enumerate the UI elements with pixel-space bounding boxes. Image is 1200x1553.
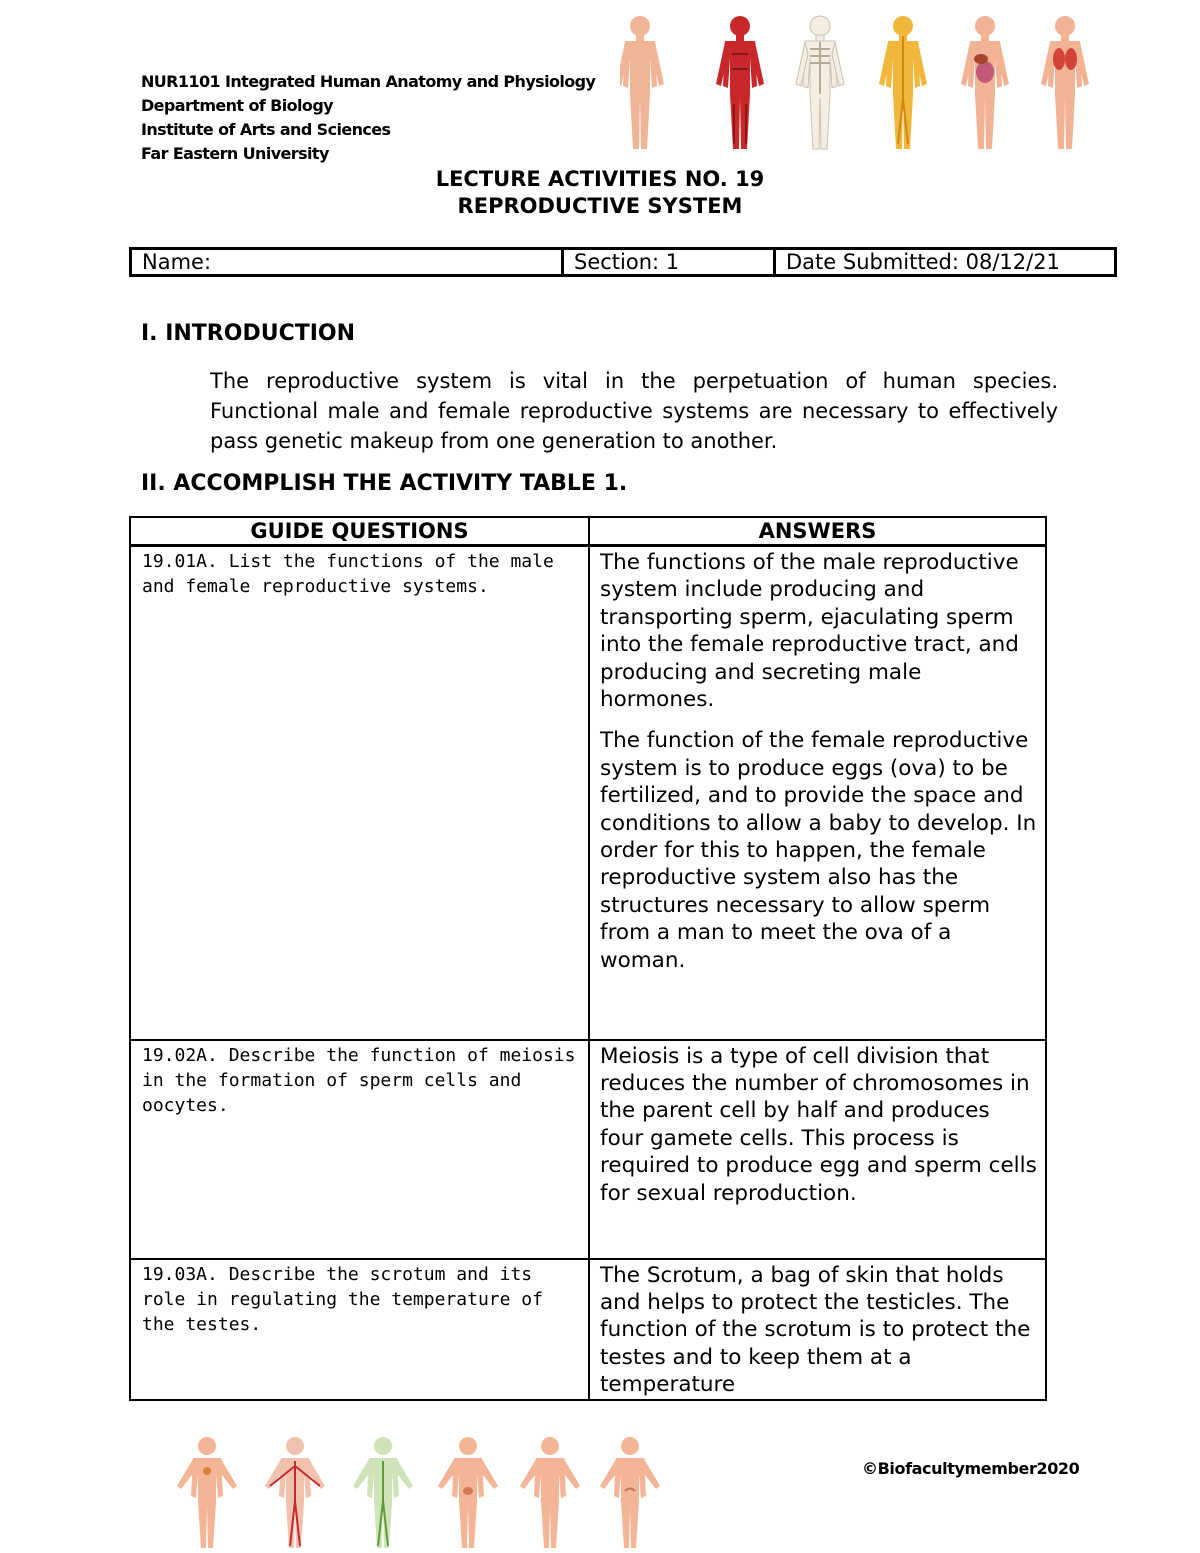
question-cell: 19.01A. List the functions of the male and female reproductive systems. [130, 546, 589, 1040]
answer-cell [589, 1040, 1046, 1259]
answer-paragraph: The function of the female reproductive system is to produce eggs (ova) to be fertilized, and to provide the space and conditions to allow a baby to develop. In order for this to happen, the female reproductive system also has the structures necessary to allow sperm from a man to meet the ova of a woman. [600, 728, 1037, 973]
answer-cell [589, 546, 1046, 1040]
answer-paragraph: The functions of the male reproductive system include producing and transporting sperm, ejaculating sperm into the female reproductive tract, and producing and secreting male hormones. [600, 550, 1019, 713]
figure-male-reproductive [520, 1437, 580, 1548]
activity-heading: II. ACCOMPLISH THE ACTIVITY TABLE 1. [141, 471, 628, 496]
answers-header: ANSWERS [589, 517, 1046, 546]
question-cell: 19.02A. Describe the function of meiosis in the formation of sperm cells and oocytes. [130, 1040, 589, 1259]
section-field: Section: 1 [563, 249, 775, 276]
date-submitted-field: Date Submitted: 08/12/21 [775, 249, 1116, 276]
introduction-heading: I. INTRODUCTION [141, 321, 356, 346]
university-name: Far Eastern University [141, 144, 329, 163]
course-header [141, 70, 595, 166]
figure-cardiovascular [265, 1437, 325, 1548]
figure-female-reproductive [600, 1437, 660, 1548]
answer-cell [589, 1259, 1046, 1400]
figure-muscular [716, 16, 764, 149]
figure-urinary [438, 1437, 498, 1548]
figure-skeletal [796, 16, 844, 149]
question-cell: 19.03A. Describe the scrotum and its role in regulating the temperature of the testes. [130, 1259, 589, 1400]
activity-table [129, 516, 1047, 1401]
figure-skin [620, 16, 664, 149]
institute-name: Institute of Arts and Sciences [141, 120, 391, 139]
page-title: LECTURE ACTIVITIES NO. 19 [435, 167, 765, 191]
figure-lymphatic [353, 1437, 413, 1548]
table-row [130, 546, 1046, 1040]
copyright-notice: ©Biofacultymember2020 [862, 1459, 1080, 1478]
student-info-table [129, 247, 1117, 277]
figure-digestive [961, 16, 1009, 149]
guide-questions-header: GUIDE QUESTIONS [130, 517, 589, 546]
course-name: NUR1101 Integrated Human Anatomy and Physiology [141, 72, 596, 91]
answer-paragraph: Meiosis is a type of cell division that reduces the number of chromosomes in the parent cell by half and produces four gamete cells. This process is required to produce egg and sperm cells for sexual reproduction. [600, 1043, 1037, 1206]
anatomy-figures-bottom [165, 1432, 675, 1550]
figure-endocrine [177, 1437, 237, 1548]
figure-respiratory [1041, 16, 1089, 149]
anatomy-figures-top [620, 10, 1130, 155]
name-field: Name: [131, 249, 563, 276]
table-row [130, 1259, 1046, 1400]
answer-paragraph: The Scrotum, a bag of skin that holds and helps to protect the testicles. The function of the scrotum is to protect the testes and to keep them at a temperature [600, 1262, 1031, 1398]
table-header-row [130, 517, 1046, 546]
department-name: Department of Biology [141, 96, 334, 115]
introduction-text: The reproductive system is vital in the perpetuation of human species. Functional male and female reproductive systems are necessary to effectively pass genetic makeup from one generation to another. [210, 369, 1058, 453]
table-row [130, 1040, 1046, 1259]
figure-nervous [879, 16, 927, 149]
page-subtitle: REPRODUCTIVE SYSTEM [457, 194, 743, 218]
